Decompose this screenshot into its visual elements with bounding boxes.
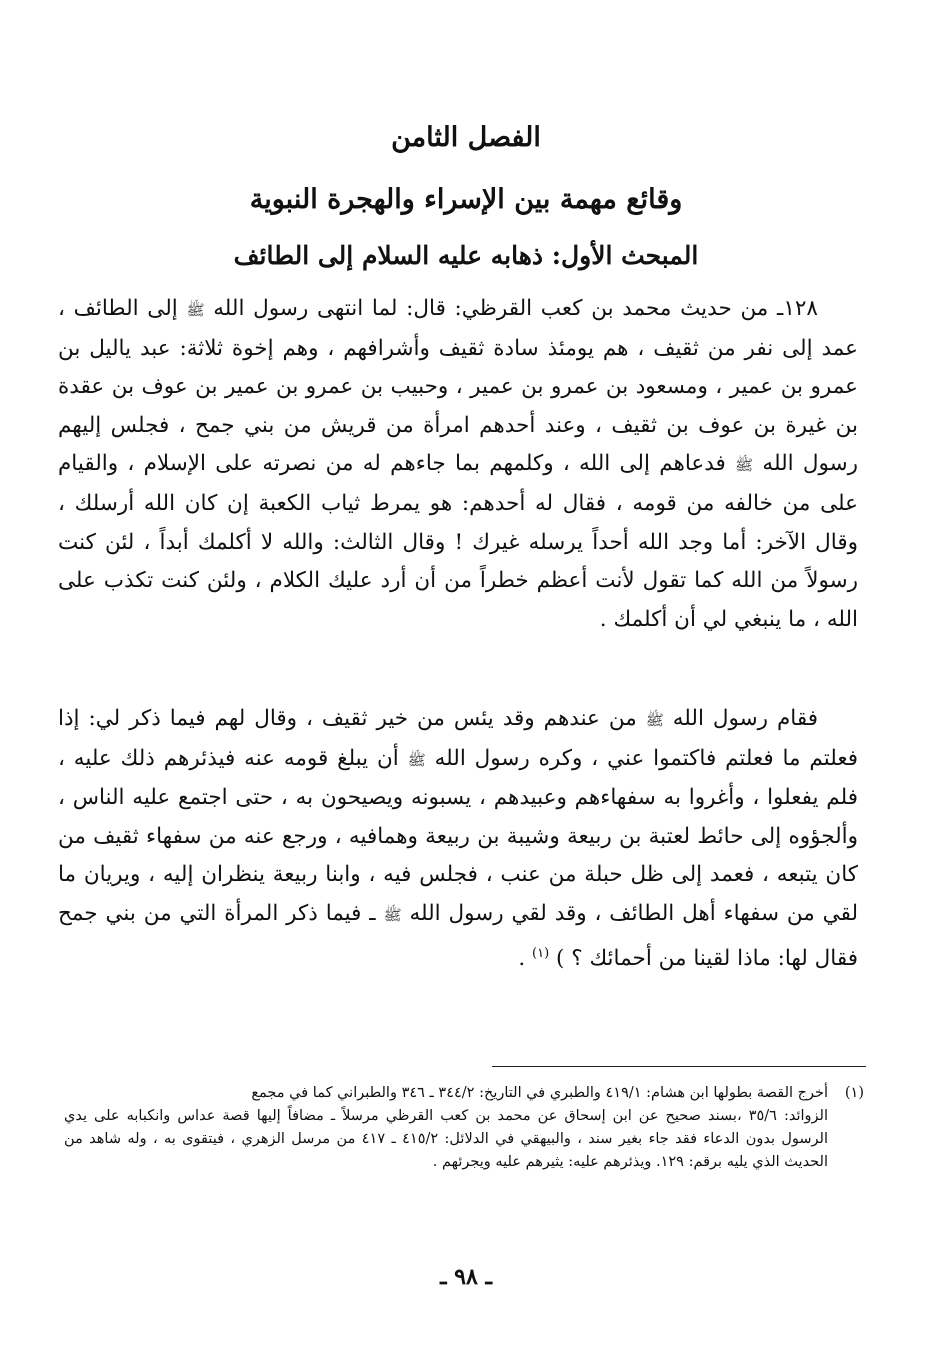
honorific-mark: ﷺ xyxy=(186,301,205,319)
paragraph-1-text-c: فدعاهم إلى الله ، وكلمهم بما جاءهم له من نصرته على الإسلام ، والقيام على من خالفه من قومه ، فقال له أحدهم: هو يمرط ثياب الكعبة إن كان الله أرسلك ، وقال الآخر: أما وجد الله أحداً يرسله غيرك ! وقال الثالث: والله لا أكلمك أبداً ، لئن كنت رسولاً من الله كما تقول لأنت أعظم خطراً من أن أرد عليك الكلام ، ولئن كنت تكذب على الله ، ما ينبغي لي أن أكلمك . xyxy=(58,451,858,632)
honorific-mark: ﷺ xyxy=(645,711,664,729)
footnote-line-1: أخرج القصة بطولها ابن هشام: ٤١٩/١ والطبري في التاريخ: ٣٤٤/٢ ـ ٣٤٦ والطبراني كما في مجمع xyxy=(251,1085,828,1101)
chapter-subtitle: وقائع مهمة بين الإسراء والهجرة النبوية xyxy=(249,184,683,215)
paragraph-2 xyxy=(58,700,858,978)
paragraph-2-text-a: فقام رسول الله xyxy=(663,706,818,731)
paragraph-1-text-a: ١٢٨ـ من حديث محمد بن كعب القرظي: قال: لما انتهى رسول الله xyxy=(204,296,818,321)
honorific-mark: ﷺ xyxy=(383,905,402,924)
honorific-mark: ﷺ xyxy=(407,750,426,769)
section-title: المبحث الأول: ذهابه عليه السلام إلى الطائف xyxy=(233,241,699,270)
paragraph-2-text-b: من عندهم وقد يئس من خير ثقيف ، وقال لهم فيما ذكر لي: إذا فعلتم ما فعلتم فاكتموا عني ، وكره رسول الله xyxy=(58,706,859,771)
paragraph-1-text-b: إلى الطائف ، عمد إلى نفر من ثقيف ، هم يومئذ سادة ثقيف وأشرافهم ، وهم إخوة ثلاثة: عبد ياليل بن عمرو بن عمير ، ومسعود بن عمرو بن عمير ، وحبيب بن عمرو بن عمير بن عوف بن عقدة بن غيرة بن عوف بن ثقيف ، وعند أحدهم امرأة من قريش من بني جمح ، فجلس إليهم رسول الله xyxy=(58,296,858,477)
page-number: ـ ٩٨ ـ xyxy=(440,1264,492,1290)
chapter-title: الفصل الثامن xyxy=(391,122,541,153)
footnote-number: (١) xyxy=(844,1085,864,1101)
paragraph-2-text-c: أن يبلغ قومه عنه فيذئرهم ذلك عليه ، فلم يفعلوا ، وأغروا به سفهاءهم وعبيدهم ، يسبونه ويصيحون به ، حتى اجتمع عليه الناس ، وألجؤوه إلى حائط لعتبة بن ربيعة وشيبة بن ربيعة وهمافيه ، ورجع عنه من سفهاء ثقيف من كان يتبعه ، فعمد إلى ظل حبلة من عنب ، فجلس فيه ، وابنا ربيعة ينظران إليه ، ويريان ما لقي من سفهاء أهل الطائف ، وقد لقي رسول الله xyxy=(58,745,858,926)
paragraph-2-text-e: . xyxy=(518,945,532,971)
footnote-divider xyxy=(492,1066,866,1067)
footnote-reference[interactable]: (١) xyxy=(532,945,550,961)
footnote xyxy=(64,1082,864,1174)
paragraph-2-text-d: ـ فيما ذكر المرأة التي من بني جمح فقال لها: ماذا لقينا من أحمائك ؟ ) xyxy=(58,900,858,971)
honorific-mark: ﷺ xyxy=(735,456,754,475)
paragraph-1 xyxy=(58,290,858,639)
footnote-body: الزوائد: ٣٥/٦ ،بسند صحيح عن ابن إسحاق عن محمد بن كعب القرظي مرسلاً ـ مضافاً إليها قصة عداس وانكبابه على يدي الرسول بدون الدعاء فقد جاء بغير سند ، والبيهقي في الدلائل: ٤١٥/٢ ـ ٤١٧ من مرسل الزهري ، فيتقوى به ، وله شاهد من الحديث الذي يليه برقم: ١٢٩. ويذئرهم عليه: يثيرهم عليه ويجرئهم . xyxy=(64,1108,829,1170)
